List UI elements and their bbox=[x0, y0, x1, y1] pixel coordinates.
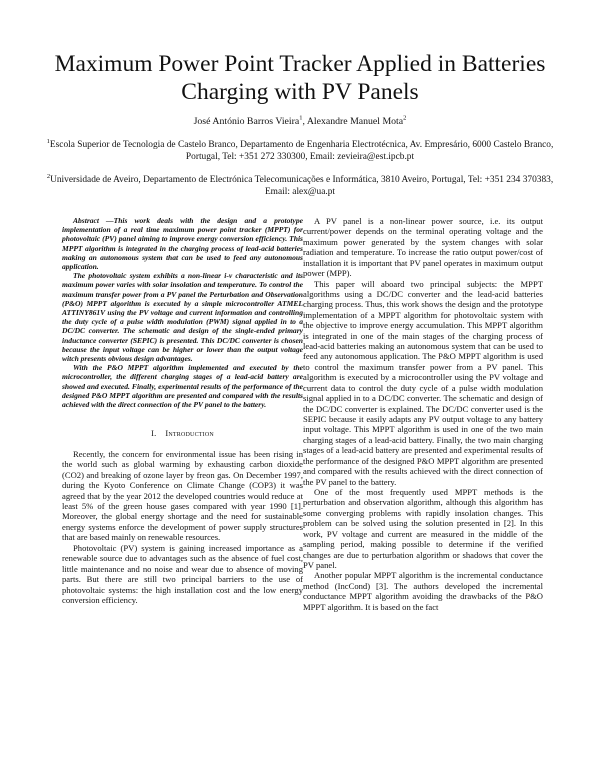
body-paragraph: Photovoltaic (PV) system is gaining increased importance as a renewable source due to advantages such as the absence of fuel cost, little maintenance and no noise and wear due to absence of moving parts. But there are still two principal barriers to the use of photovoltaic systems: the high installation cost and the low energy conversion efficiency. bbox=[62, 542, 303, 606]
author-name: Alexandre Manuel Mota bbox=[306, 116, 404, 127]
abstract bbox=[62, 216, 303, 409]
body-paragraph: Recently, the concern for environmental issue has been rising in the world such as global warming by exhausting carbon dioxide (CO2) and breaking of ozone layer by freon gas. On December 1997, during the Kyoto Conference on Climate Change (COP3) it was agreed that by the year 2012 the developed countries would reduce at least 5% of the green house gases compared with year 1990 [1]. Moreover, the global energy shortage and the need for sustainable energy systems enforce the development of power supply structures that are based mainly on renewable resources. bbox=[62, 448, 303, 543]
affiliation-1 bbox=[40, 137, 560, 163]
body-paragraph: One of the most frequently used MPPT methods is the perturbation and observation algorithm, although this algorithm has some converging problems with rapidly insolation changes. This problem can be solved using the solution presented in [2]. In this work, PV voltage and current are measured in the middle of the sampling period, making possible to determine if the verified changes are due to perturbation algorithm or shadows that cover the PV panel. bbox=[303, 486, 543, 570]
abstract-paragraph: The photovoltaic system exhibits a non-linear i-v characteristic and its maximum power varies with solar insolation and temperature. To control the maximum transfer power from a PV panel the Perturbation and Observation (P&O) MPPT algorithm is executed by a simple microcontroller ATMEL ATTINY861V using the PV voltage and current information and controlling the duty cycle of a pulse width modulation (PWM) signal applied in to a DC/DC converter. The schematic and design of the single-ended primary inductance converter (SEPIC) is presented. This DC/DC converter is chosen because the input voltage can be higher or lower than the output voltage witch presents obvious design advantages. bbox=[62, 271, 303, 364]
affiliation-2 bbox=[40, 172, 560, 198]
right-column bbox=[303, 216, 543, 612]
left-column bbox=[62, 216, 303, 606]
abstract-paragraph: With the P&O MPPT algorithm implemented and executed by the microcontroller, the different charging stages of a lead-acid battery are showed and executed. Finally, experimental results of the performance of the designed P&O MPPT algorithm are presented and compared with the results achieved with the direct connection of the PV panel to the battery. bbox=[62, 363, 303, 410]
affiliation-text: Universidade de Aveiro, Departamento de Electrónica Telecomunicações e Informática, 3810 Aveiro, Portugal, Tel: +351 234 370383, Email: alex@ua.pt bbox=[50, 175, 554, 197]
body-paragraph: Another popular MPPT algorithm is the incremental conductance method (IncCond) [3]. The authors developed the incremental conductance MPPT algorithm avoiding the drawbacks of the P&O MPPT algorithm. It is based on the fact bbox=[303, 570, 543, 612]
section-heading bbox=[62, 429, 303, 439]
abstract-paragraph: Abstract —This work deals with the design and a prototype implementation of a real time maximum power point tracker (MPPT) for photovoltaic (PV) panel aiming to improve energy conversion efficiency. This MPPT algorithm is integrated in the charging process of lead-acid batteries making an autonomous system that can be used to feed any autonomous application. bbox=[62, 216, 303, 272]
affiliation-mark: 1 bbox=[299, 114, 303, 122]
affiliation-mark: 1 bbox=[46, 137, 50, 145]
section-title: Introduction bbox=[165, 429, 214, 439]
author-line bbox=[60, 116, 540, 127]
affiliation-mark: 2 bbox=[46, 172, 51, 180]
affiliation-text: Escola Superior de Tecnologia de Castelo Branco, Departamento de Engenharia Electrotécnica, Av. Empresário, 6000 Castelo Branco, Portugal, Tel: +351 272 330300, Email: zevieira@est.ipcb.pt bbox=[49, 140, 554, 162]
body-paragraph: A PV panel is a non-linear power source, i.e. its output current/power depends on the terminal operating voltage and the maximum power generated by the system changes with solar radiation and temperature. To increase the ratio output power/cost of installation it is important that PV panel operates in maximum output power (MPP). bbox=[303, 216, 543, 279]
section-number: I. bbox=[151, 429, 157, 439]
author-separator: , bbox=[302, 116, 307, 127]
paper-title: Maximum Power Point Tracker Applied in Batteries Charging with PV Panels bbox=[54, 51, 546, 105]
body-paragraph: This paper will aboard two principal subjects: the MPPT algorithms using a DC/DC converter and the lead-acid batteries charging process. Thus, this work shows the design and the prototype implementation of a MPPT algorithm for photovoltaic system with the objective to improve energy accumulation. This MPPT algorithm is integrated in one of the main stages of the charging process of lead-acid batteries making an autonomous system that can be used to feed any autonomous application. The P&O MPPT algorithm is used to control the maximum transfer power from a PV panel. This algorithm is executed by a microcontroller using the PV voltage and current data to control the duty cycle of a pulse width modulation signal applied in to a DC/DC converter. The schematic and design of the DC/DC converter is explained. The DC/DC converter used is the SEPIC because it easily adapts any PV output voltage to any battery input voltage. This MPPT algorithm is used in one of the two main charging stages of a lead-acid battery. Finally, the two main charging stages of a lead-acid battery are presented and experimental results of the performance of the designed P&O MPPT algorithm are presented and compared with the results achieved with the direct connection of the PV panel to the battery. bbox=[303, 278, 543, 487]
author-name: José António Barros Vieira bbox=[193, 116, 300, 127]
affiliation-mark: 2 bbox=[403, 114, 407, 122]
